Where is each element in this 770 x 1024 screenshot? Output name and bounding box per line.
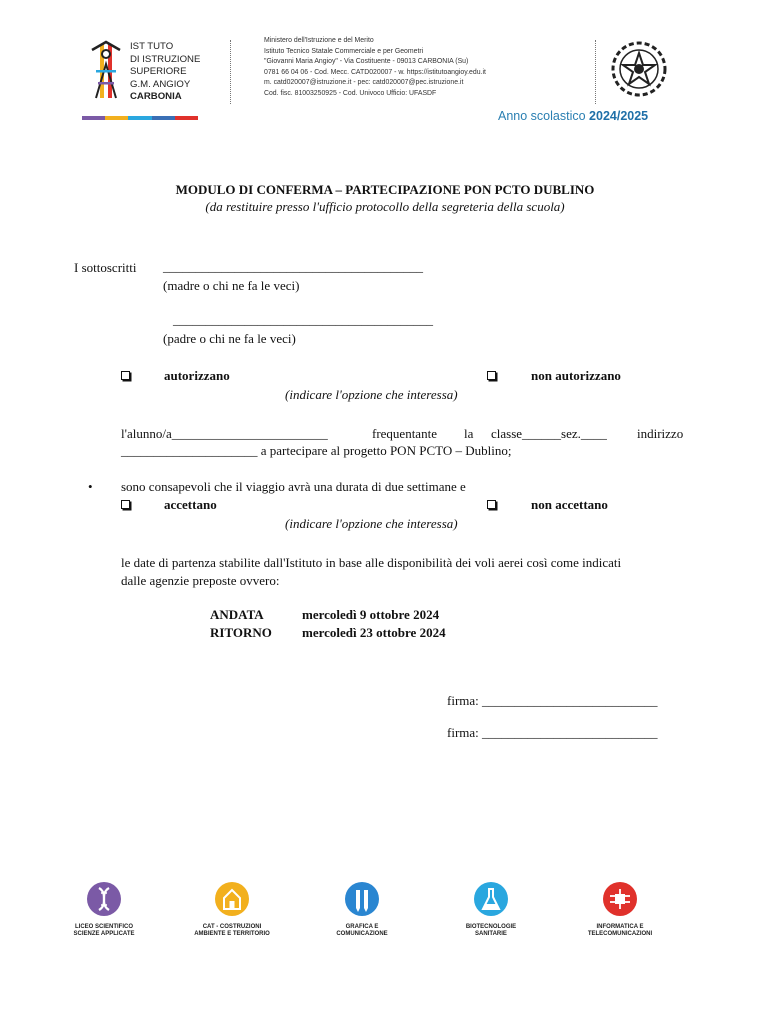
ministry-line: Ministero dell'Istruzione e del Merito	[264, 37, 374, 44]
course-label-line: BIOTECNOLOGIE SANITARIE	[465, 924, 517, 938]
authorize-option: autorizzano	[164, 368, 230, 383]
bullet: •	[88, 479, 93, 494]
course-label-grafica	[307, 924, 417, 938]
ritorno-label: RITORNO	[210, 625, 272, 640]
authorize-checkbox[interactable]	[121, 371, 130, 380]
student-text: frequentante	[372, 426, 437, 441]
signature-line[interactable]: firma: ___________________________	[447, 693, 658, 708]
student-text: indirizzo	[637, 426, 684, 441]
option-note: (indicare l'opzione che interessa)	[285, 516, 458, 531]
not-authorize-checkbox[interactable]	[487, 371, 496, 380]
course-label-liceo	[49, 924, 159, 938]
color-bar-segment	[82, 116, 105, 120]
color-bar-segment	[128, 116, 151, 120]
option-note: (indicare l'opzione che interessa)	[285, 387, 458, 402]
course-label-cat	[177, 924, 287, 938]
not-accept-checkbox[interactable]	[487, 500, 496, 509]
course-label-line: CAT - COSTRUZIONI AMBIENTE E TERRITORIO	[194, 924, 270, 938]
school-year-value: 2024/2025	[589, 109, 649, 123]
father-note: (padre o chi ne fa le veci)	[163, 331, 296, 346]
course-label-line: INFORMATICA E TELECOMUNICAZIONI	[587, 924, 653, 938]
accept-option: accettano	[164, 497, 217, 512]
ministry-line: Istituto Tecnico Statale Commerciale e per Geometri	[264, 47, 424, 55]
ministry-line: m. catd020007@istruzione.it - pec: catd020007@pec.istruzione.it	[264, 79, 464, 86]
signers-label: I sottoscritti	[74, 260, 137, 275]
course-label-line: GRAFICA E COMUNICAZIONE	[336, 924, 388, 938]
mother-note: (madre o chi ne fa le veci)	[163, 278, 300, 293]
school-year-label: Anno scolastico	[498, 109, 586, 123]
father-name-line[interactable]: ________________________________________	[173, 312, 433, 327]
ministry-line: "Giovanni Maria Angioy" - Via Costituente - 09013 CARBONIA (Su)	[264, 58, 469, 65]
color-bar-segment	[175, 116, 198, 120]
republic-emblem-icon	[610, 40, 668, 98]
color-bar-segment	[152, 116, 175, 120]
dates-text: dalle agenzie preposte ovvero:	[121, 573, 280, 588]
andata-date: mercoledì 9 ottobre 2024	[302, 607, 440, 622]
student-project-line: _____________________ a partecipare al progetto PON PCTO – Dublino;	[121, 443, 512, 458]
not-accept-option: non accettano	[531, 497, 608, 512]
circuit-icon	[603, 882, 637, 916]
ritorno-date: mercoledì 23 ottobre 2024	[302, 625, 446, 640]
ministry-info	[264, 36, 486, 99]
accept-checkbox[interactable]	[121, 500, 130, 509]
student-name-line[interactable]: l'alunno/a________________________	[121, 426, 328, 441]
school-line: SUPERIORE	[130, 66, 187, 78]
form-subtitle: (da restituire presso l'ufficio protocollo della segreteria della scuola)	[205, 199, 565, 214]
school-line: IST TUTO	[130, 41, 174, 52]
form-title: MODULO DI CONFERMA – PARTECIPAZIONE PON PCTO DUBLINO	[175, 182, 595, 197]
signature-line[interactable]: firma: ___________________________	[447, 725, 658, 740]
color-bar	[82, 116, 198, 120]
header-divider	[595, 40, 596, 104]
house-icon	[215, 882, 249, 916]
class-section-line[interactable]: classe______sez.____	[491, 426, 607, 441]
school-logo-icon	[88, 40, 124, 102]
school-line: DI ISTRUZIONE	[130, 53, 201, 65]
dna-icon	[87, 882, 121, 916]
course-label-line: LICEO SCIENTIFICO SCIENZE APPLICATE	[73, 924, 135, 938]
school-line: G.M. ANGIOY	[130, 78, 191, 90]
aware-text: sono consapevoli che il viaggio avrà una durata di due settimane e	[121, 479, 466, 494]
school-name	[130, 41, 200, 104]
school-line: CARBONIA	[130, 91, 182, 103]
header-divider	[230, 40, 231, 104]
color-bar-segment	[105, 116, 128, 120]
ministry-line: 0781 66 04 06 - Cod. Mecc. CATD020007 - w. https://istitutoangioy.edu.it	[264, 68, 486, 76]
flask-icon	[474, 882, 508, 916]
course-label-informatica	[565, 924, 675, 938]
mother-name-line[interactable]: ________________________________________	[163, 259, 423, 274]
not-authorize-option: non autorizzano	[531, 368, 621, 383]
school-year	[498, 109, 648, 123]
course-label-biotech	[436, 924, 546, 938]
ministry-line: Cod. fisc. 81003250925 - Cod. Univoco Ufficio: UFASDF	[264, 89, 437, 97]
dates-text: le date di partenza stabilite dall'Istituto in base alle disponibilità dei voli aerei così come indicati	[121, 555, 622, 570]
student-text: la	[464, 426, 474, 441]
pencils-icon	[345, 882, 379, 916]
andata-label: ANDATA	[210, 607, 264, 622]
